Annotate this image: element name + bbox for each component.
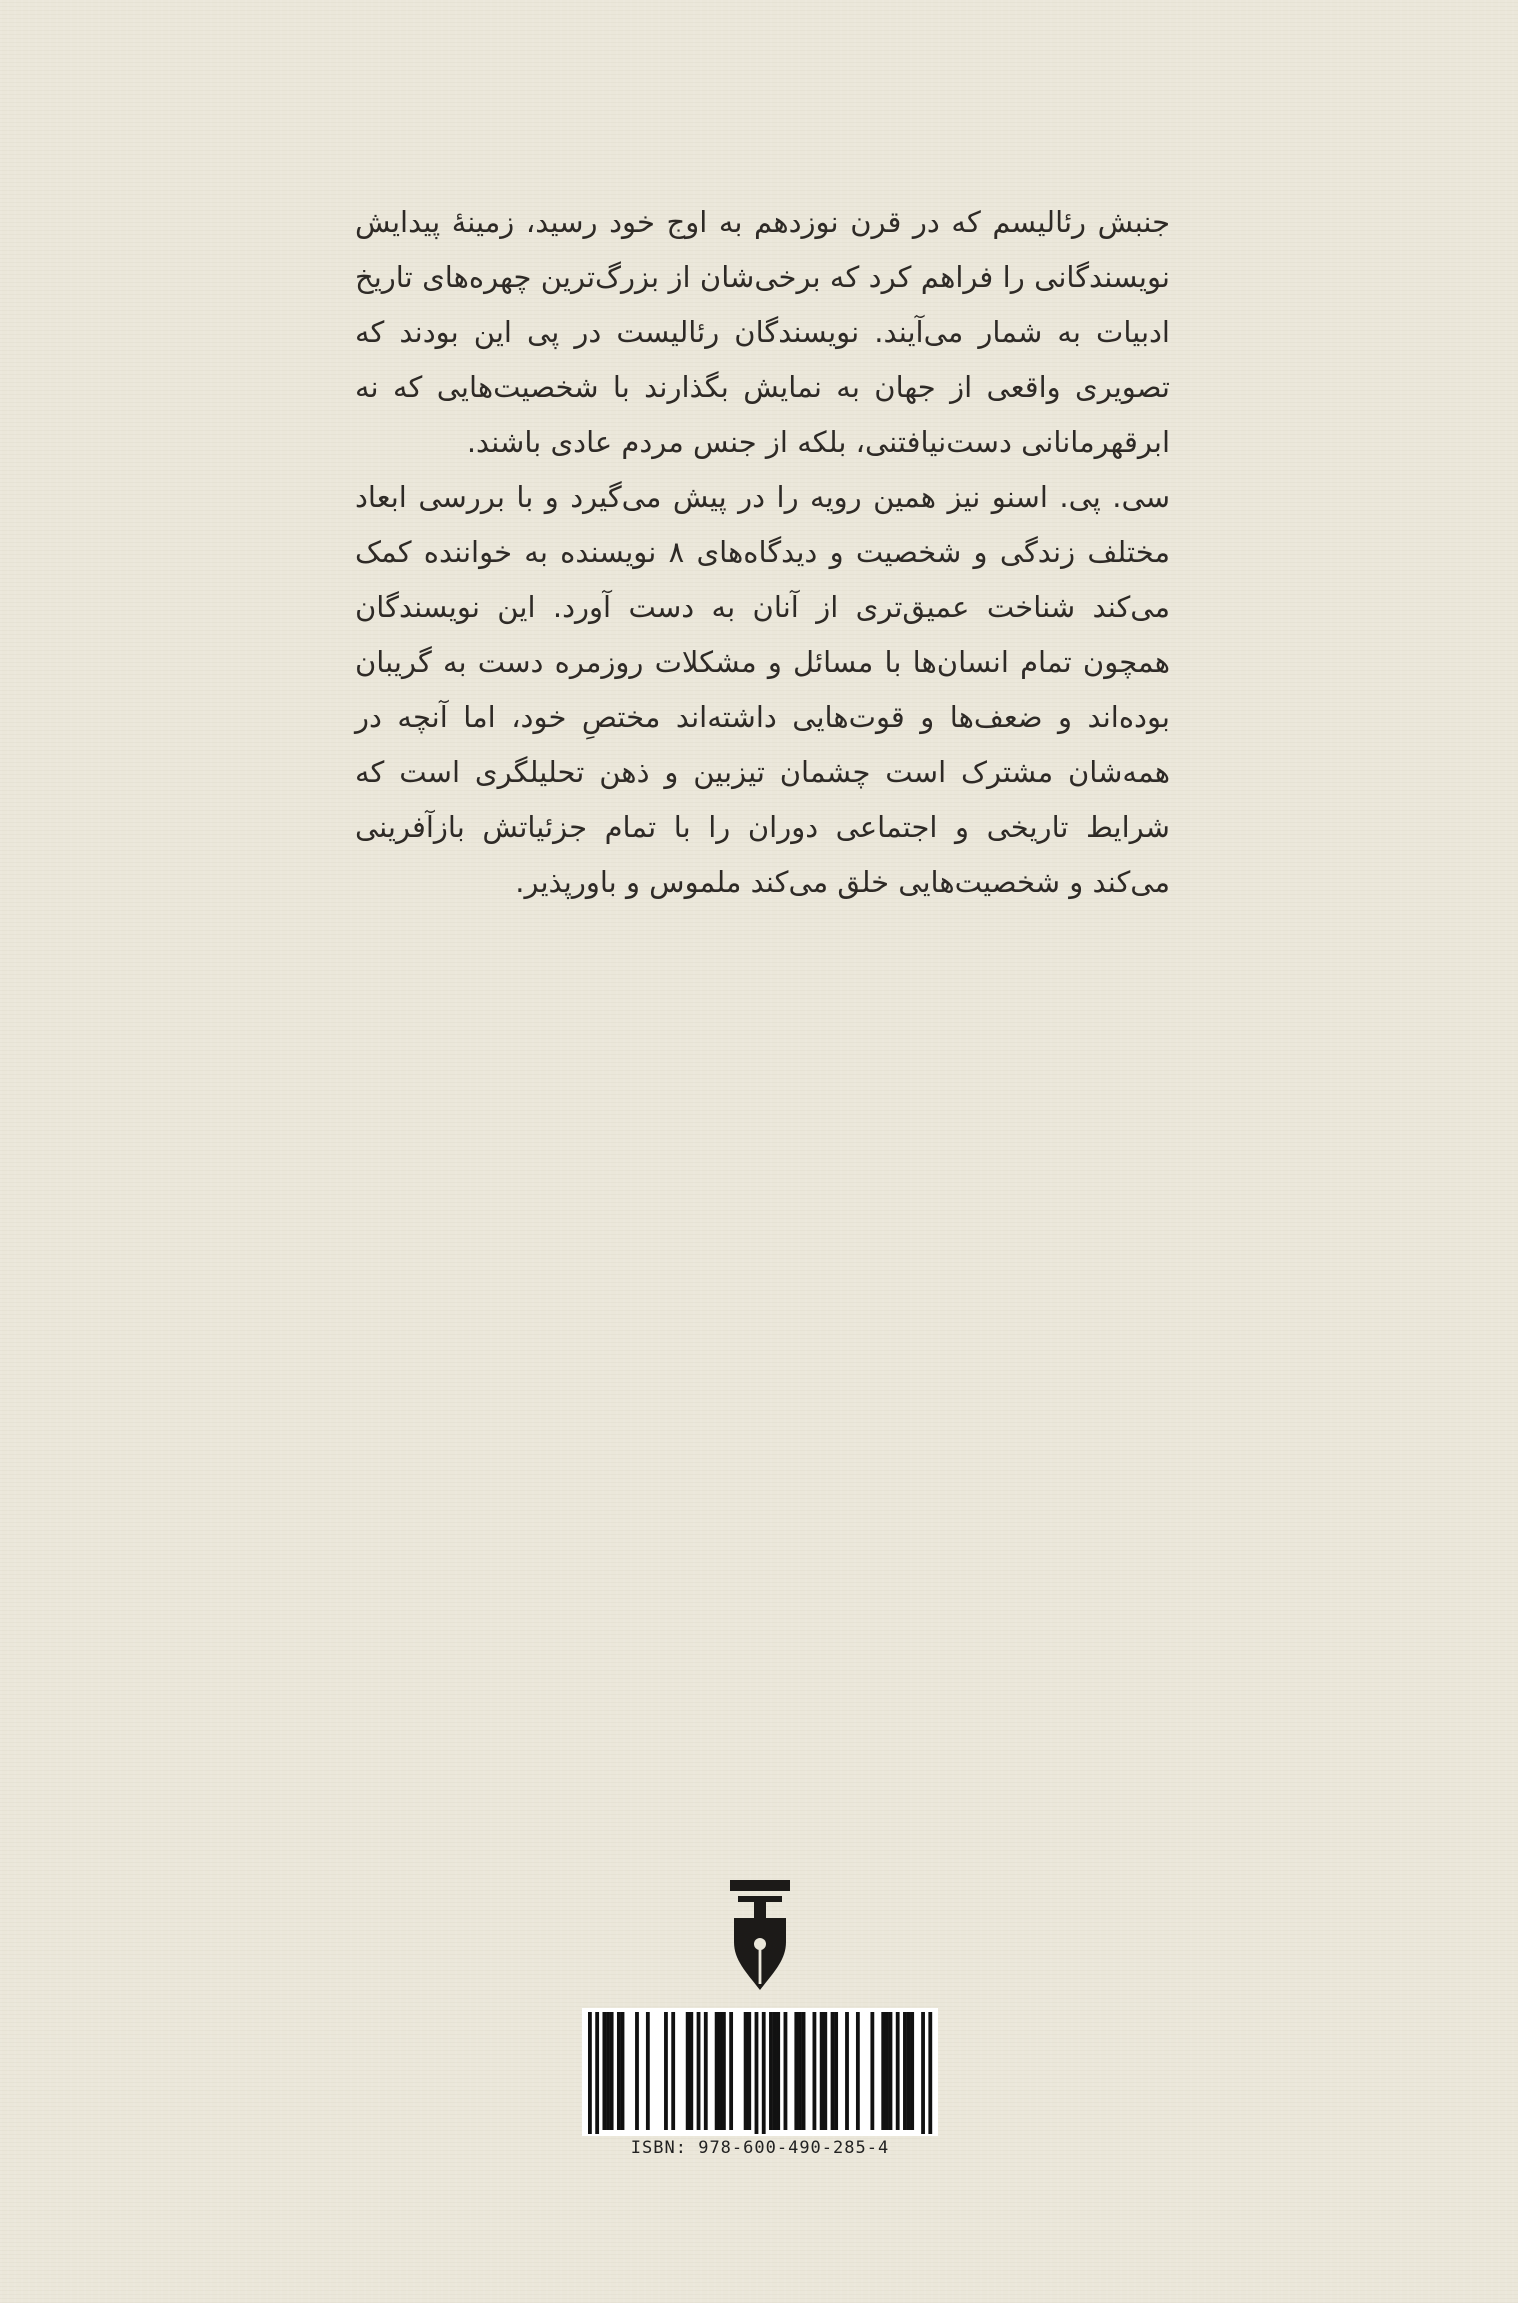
barcode-bar [823,2012,827,2130]
barcode-bar [704,2012,708,2130]
barcode-bar [784,2012,788,2130]
barcode-bar [928,2012,932,2134]
barcode-bar [664,2012,668,2130]
barcode-bar [870,2012,874,2130]
barcode-bar [610,2012,614,2130]
barcode-bar [831,2012,835,2130]
barcode-bar [617,2012,621,2130]
barcode-bar [896,2012,900,2130]
blurb-paragraph-2: سی. پی. اسنو نیز همین رویه را در پیش می‌گیرد و با بررسی ابعاد مختلف زندگی و شخصیت و دیدگاه‌های ۸ نویسنده به خواننده کمک می‌کند شناخت عمیق‌تری از آنان به دست آورد. این نویسندگان همچون تمام انسان‌ها با مسائل و مشکلات روزمره دست به گریبان بوده‌اند و ضعف‌ها و قوت‌هایی داشته‌اند مختصِ خود، اما آنچه در همه‌شان مشترک است چشمان تیزبین و ذهن تحلیلگری است که شرایط تاریخی و اجتماعی دوران را با تمام جزئیاتش بازآفرینی می‌کند و شخصیت‌هایی خلق می‌کند ملموس و باورپذیر. [355,480,1170,899]
barcode-bar [588,2012,592,2134]
barcode-bar [881,2012,885,2130]
barcode-bar [755,2012,759,2134]
barcode-bar [671,2012,675,2130]
barcode-bar [921,2012,925,2134]
barcode-bar [856,2012,860,2130]
barcode-bar [606,2012,610,2130]
blurb-text [355,195,1170,910]
barcode-bar [813,2012,817,2130]
isbn-label: ISBN: 978-600-490-285-4 [630,2138,890,2158]
barcode-bar [773,2012,777,2130]
barcode-bar [595,2012,599,2134]
pen-nib-icon [730,1880,790,1990]
barcode-bar [903,2012,907,2130]
barcode-bar [776,2012,780,2130]
barcode-bar [621,2012,625,2130]
barcode-bar [602,2012,606,2130]
barcode-bar [802,2012,806,2130]
barcode-bar [697,2012,701,2130]
barcode-bar [889,2012,893,2130]
barcode [582,2008,938,2136]
barcode-bar [910,2012,914,2130]
barcode-bar [715,2012,719,2130]
barcode-bar [686,2012,690,2130]
barcode-bar [744,2012,748,2130]
barcode-bar [845,2012,849,2130]
barcode-bar [885,2012,889,2130]
barcode-bar [646,2012,650,2130]
barcode-bar [794,2012,798,2130]
barcode-bar [747,2012,751,2130]
barcode-bar [718,2012,722,2130]
barcode-bar [762,2012,766,2134]
barcode-bar [729,2012,733,2130]
barcode-bar [722,2012,726,2130]
barcode-bar [820,2012,824,2130]
blurb-paragraph-1: جنبش رئالیسم که در قرن نوزدهم به اوج خود رسید، زمینهٔ پیدایش نویسندگانی را فراهم کرد که برخی‌شان از بزرگ‌ترین چهره‌های تاریخ ادبیات به شمار می‌آیند. نویسندگان رئالیست در پی این بودند که تصویری واقعی از جهان به نمایش بگذارند با شخصیت‌هایی که نه ابرقهرمانانی دست‌نیافتنی، بلکه از جنس مردم عادی باشند. [355,205,1170,459]
barcode-bar [834,2012,838,2130]
barcode-bar [769,2012,773,2130]
barcode-bar [907,2012,911,2130]
barcode-bar [689,2012,693,2130]
barcode-bar [635,2012,639,2130]
barcode-bar [798,2012,802,2130]
